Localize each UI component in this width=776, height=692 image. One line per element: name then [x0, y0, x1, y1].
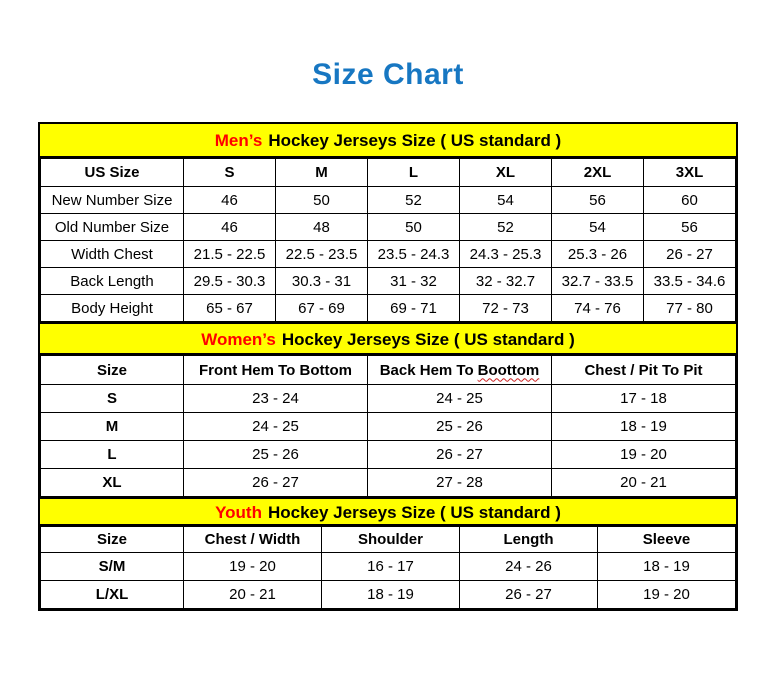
- size-value: 26 - 27: [644, 241, 736, 268]
- size-chart-table: [38, 122, 738, 611]
- size-value: 29.5 - 30.3: [184, 268, 276, 295]
- table-row: [41, 441, 736, 469]
- column-header: Size: [41, 527, 184, 553]
- column-header: L: [368, 159, 460, 187]
- size-value: 48: [276, 214, 368, 241]
- size-value: 74 - 76: [552, 295, 644, 322]
- size-value: 52: [460, 214, 552, 241]
- table-row: [41, 187, 736, 214]
- size-value: 19 - 20: [598, 581, 736, 609]
- size-value: 16 - 17: [322, 553, 460, 581]
- size-value: 54: [460, 187, 552, 214]
- size-value: 52: [368, 187, 460, 214]
- size-value: 33.5 - 34.6: [644, 268, 736, 295]
- size-value: 17 - 18: [552, 385, 736, 413]
- table-row: [41, 214, 736, 241]
- column-header: Chest / Width: [184, 527, 322, 553]
- size-value: 21.5 - 22.5: [184, 241, 276, 268]
- page-title: Size Chart: [312, 58, 464, 91]
- section-highlight-youth: Youth: [215, 503, 262, 522]
- size-value: 31 - 32: [368, 268, 460, 295]
- row-label: S/M: [41, 553, 184, 581]
- size-value: 25.3 - 26: [552, 241, 644, 268]
- size-value: 19 - 20: [552, 441, 736, 469]
- table-row: [41, 581, 736, 609]
- column-header: 2XL: [552, 159, 644, 187]
- size-value: 24.3 - 25.3: [460, 241, 552, 268]
- row-label: L: [41, 441, 184, 469]
- table-header-row: [41, 159, 736, 187]
- size-value: 23.5 - 24.3: [368, 241, 460, 268]
- column-header: S: [184, 159, 276, 187]
- row-label: Back Length: [41, 268, 184, 295]
- size-value: 26 - 27: [460, 581, 598, 609]
- table-row: [41, 268, 736, 295]
- column-header: Front Hem To Bottom: [184, 356, 368, 385]
- row-label: Body Height: [41, 295, 184, 322]
- size-value: 50: [276, 187, 368, 214]
- column-header: 3XL: [644, 159, 736, 187]
- section-highlight-mens: Men’s: [214, 131, 263, 150]
- size-value: 25 - 26: [184, 441, 368, 469]
- size-value: 23 - 24: [184, 385, 368, 413]
- column-header: M: [276, 159, 368, 187]
- size-value: 18 - 19: [598, 553, 736, 581]
- size-value: 60: [644, 187, 736, 214]
- size-value: 46: [184, 214, 276, 241]
- size-value: 54: [552, 214, 644, 241]
- column-header: Size: [41, 356, 184, 385]
- table-row: [41, 385, 736, 413]
- youth-size-table: [40, 526, 736, 609]
- size-value: 65 - 67: [184, 295, 276, 322]
- size-value: 46: [184, 187, 276, 214]
- size-value: 32.7 - 33.5: [552, 268, 644, 295]
- size-value: 67 - 69: [276, 295, 368, 322]
- row-label: New Number Size: [41, 187, 184, 214]
- column-header: Sleeve: [598, 527, 736, 553]
- mens-size-table: [40, 158, 736, 322]
- column-header-text: Back Hem To: [379, 361, 474, 379]
- table-row: [41, 469, 736, 497]
- misspelled-word: Boottom: [477, 361, 540, 379]
- size-value: 24 - 25: [368, 385, 552, 413]
- size-value: 26 - 27: [184, 469, 368, 497]
- size-value: 18 - 19: [322, 581, 460, 609]
- column-header: Length: [460, 527, 598, 553]
- size-value: 20 - 21: [552, 469, 736, 497]
- size-value: 25 - 26: [368, 413, 552, 441]
- size-value: 56: [552, 187, 644, 214]
- table-row: [41, 295, 736, 322]
- section-title-womens: Hockey Jerseys Size ( US standard ): [281, 330, 575, 349]
- column-header: XL: [460, 159, 552, 187]
- womens-size-table: [40, 355, 736, 497]
- section-title-youth: Hockey Jerseys Size ( US standard ): [267, 503, 561, 522]
- size-value: 69 - 71: [368, 295, 460, 322]
- section-title-mens: Hockey Jerseys Size ( US standard ): [268, 131, 562, 150]
- table-row: [41, 413, 736, 441]
- size-value: 24 - 26: [460, 553, 598, 581]
- size-value: 24 - 25: [184, 413, 368, 441]
- section-header-womens: [40, 322, 736, 355]
- section-header-mens: [40, 124, 736, 158]
- table-row: [41, 241, 736, 268]
- row-label: Old Number Size: [41, 214, 184, 241]
- size-value: 77 - 80: [644, 295, 736, 322]
- row-label: Width Chest: [41, 241, 184, 268]
- size-value: 20 - 21: [184, 581, 322, 609]
- row-label: S: [41, 385, 184, 413]
- table-row: [41, 553, 736, 581]
- size-value: 50: [368, 214, 460, 241]
- column-header: Shoulder: [322, 527, 460, 553]
- row-label: XL: [41, 469, 184, 497]
- size-value: 30.3 - 31: [276, 268, 368, 295]
- size-value: 72 - 73: [460, 295, 552, 322]
- size-value: 26 - 27: [368, 441, 552, 469]
- column-header: Chest / Pit To Pit: [552, 356, 736, 385]
- size-value: 18 - 19: [552, 413, 736, 441]
- section-highlight-womens: Women’s: [201, 330, 276, 349]
- section-header-youth: [40, 497, 736, 526]
- size-value: 32 - 32.7: [460, 268, 552, 295]
- size-value: 22.5 - 23.5: [276, 241, 368, 268]
- size-value: 19 - 20: [184, 553, 322, 581]
- size-value: 56: [644, 214, 736, 241]
- table-header-row: [41, 527, 736, 553]
- row-label: M: [41, 413, 184, 441]
- row-label: L/XL: [41, 581, 184, 609]
- column-header: [368, 356, 552, 385]
- column-header: US Size: [41, 159, 184, 187]
- table-header-row: [41, 356, 736, 385]
- size-value: 27 - 28: [368, 469, 552, 497]
